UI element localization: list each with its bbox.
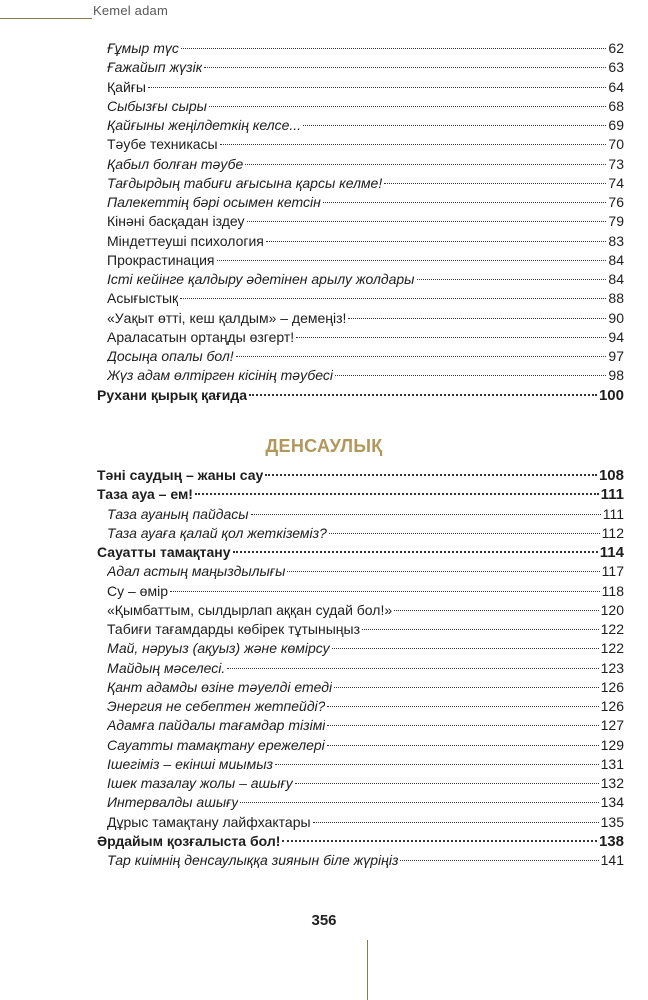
toc-entry (97, 639, 624, 658)
toc-entry-page: 111 (602, 505, 624, 522)
dot-leader (296, 337, 606, 338)
toc-entry-title: Сыбызғы сыры (107, 97, 207, 114)
toc-entry-page: 73 (608, 155, 624, 172)
dot-leader (217, 260, 607, 261)
dot-leader (170, 591, 600, 592)
dot-leader (334, 687, 599, 688)
toc-entry (97, 601, 624, 620)
toc-entry (97, 832, 624, 851)
toc-entry (97, 678, 624, 697)
toc-entry (97, 716, 624, 735)
toc-entry-page: 83 (608, 232, 624, 249)
toc-entry (97, 155, 624, 174)
toc-entry (97, 78, 624, 97)
toc-entry-title: Интервалды ашығу (107, 794, 239, 811)
dot-leader (394, 610, 599, 611)
toc-entry (97, 328, 624, 347)
toc-entry-title: Таза ауаға қалай қол жеткіземіз? (107, 524, 327, 541)
dot-leader (327, 745, 599, 746)
toc-entry-page: 84 (608, 251, 624, 268)
dot-leader (236, 356, 607, 357)
toc-entry (97, 524, 624, 543)
dot-leader (400, 860, 598, 861)
toc-entry (97, 736, 624, 755)
dot-leader (266, 241, 607, 242)
toc-entry-page: 69 (608, 117, 624, 133)
toc-entry-page: 135 (600, 813, 624, 830)
toc-entry (97, 582, 624, 601)
toc-entry-page: 64 (608, 78, 624, 95)
toc-entry (97, 97, 624, 116)
table-of-contents-top (97, 39, 624, 405)
toc-entry-page: 84 (608, 271, 624, 287)
toc-entry-page: 74 (608, 174, 624, 191)
toc-entry-title: Су – өмір (107, 582, 168, 599)
toc-entry-title: Майдың мәселесі. (107, 659, 226, 676)
toc-entry-page: 97 (608, 348, 624, 364)
dot-leader (148, 87, 606, 88)
dot-leader (245, 164, 606, 165)
dot-leader (265, 474, 597, 476)
toc-entry-title: Тәні саудың – жаны сау (97, 467, 264, 483)
toc-entry-page: 134 (600, 794, 624, 811)
toc-entry-page: 70 (608, 136, 624, 153)
toc-entry-title: Араласатын ортаңды өзгерт! (107, 328, 295, 345)
toc-entry-page: 100 (598, 386, 624, 404)
toc-entry (97, 270, 624, 289)
toc-entry-title: Қабыл болған тәубе (107, 155, 244, 172)
toc-entry (97, 135, 624, 154)
toc-entry-page: 120 (600, 601, 624, 618)
toc-entry-page: 126 (600, 698, 624, 714)
toc-entry-page: 88 (608, 290, 624, 307)
dot-leader (362, 629, 599, 630)
dot-leader (240, 802, 598, 803)
toc-entry-title: Ішек тазалау жолы – ашығу (107, 775, 293, 791)
toc-entry-page: 118 (601, 582, 624, 599)
toc-entry-title: Тар киімнің денсаулыққа зиянын біле жүріңіз (107, 852, 399, 868)
toc-entry-title: Досыңа опалы бол! (107, 348, 234, 364)
toc-entry-page: 131 (600, 755, 624, 772)
toc-entry-page: 117 (601, 563, 624, 580)
toc-entry (97, 251, 624, 270)
dot-leader (327, 725, 598, 726)
toc-entry (97, 774, 624, 793)
bottom-rule (367, 940, 368, 1000)
dot-leader (233, 551, 598, 553)
toc-entry (97, 620, 624, 639)
toc-entry-title: «Уақыт өтті, кеш қалдым» – демеңіз! (107, 309, 347, 326)
toc-entry (97, 347, 624, 366)
dot-leader (384, 183, 606, 184)
toc-entry-page: 111 (600, 486, 624, 504)
dot-leader (227, 668, 598, 669)
toc-entry-title: Май, нәруыз (ақуыз) және көмірсу (107, 640, 330, 657)
toc-entry (97, 212, 624, 231)
toc-entry (97, 232, 624, 251)
toc-entry-page: 122 (600, 640, 624, 657)
toc-entry-page: 63 (608, 59, 624, 76)
toc-entry-title: Әрдайым қозғалыста бол! (97, 832, 281, 849)
toc-entry-title: Таза ауа – ем! (97, 486, 193, 503)
toc-entry-title: Қайғы (107, 78, 146, 95)
toc-entry-title: Табиғи тағамдарды көбірек тұтыныңыз (107, 621, 360, 637)
toc-entry-page: 122 (600, 621, 624, 637)
dot-leader (220, 144, 607, 145)
toc-entry (97, 39, 624, 58)
toc-entry-title: Прокрастинация (107, 251, 215, 268)
dot-leader (335, 375, 606, 376)
toc-entry-page: 79 (608, 213, 624, 230)
toc-entry-page: 94 (608, 328, 624, 345)
dot-leader (204, 67, 606, 68)
toc-entry (97, 851, 624, 870)
page-number: 356 (311, 912, 337, 929)
toc-entry-title: Істі кейінге қалдыру әдетінен арылу жолдары (107, 271, 415, 287)
toc-entry-title: Адал астың маңыздылығы (107, 563, 286, 580)
toc-entry-page: 114 (599, 544, 624, 561)
dot-leader (180, 298, 606, 299)
toc-entry (97, 659, 624, 678)
toc-entry-title: Палекеттің бәрі осымен кетсін (107, 194, 321, 210)
toc-entry (97, 813, 624, 832)
toc-entry-title: Тәубе техникасы (107, 136, 218, 153)
dot-leader (249, 394, 597, 396)
toc-entry-page: 141 (600, 852, 624, 868)
toc-entry (97, 309, 624, 328)
dot-leader (181, 48, 607, 49)
section-heading: ДЕНСАУЛЫҚ (265, 436, 383, 456)
toc-entry (97, 505, 624, 524)
toc-entry-title: Ішегіміз – екінші миымыз (107, 755, 274, 772)
dot-leader (275, 764, 599, 765)
dot-leader (303, 125, 606, 126)
toc-entry-title: Адамға пайдалы тағамдар тізімі (107, 717, 326, 734)
table-of-contents-bottom (97, 466, 624, 870)
dot-leader (209, 106, 606, 107)
toc-entry-page: 132 (600, 775, 624, 791)
toc-entry (97, 485, 624, 504)
dot-leader (295, 783, 599, 784)
dot-leader (251, 514, 601, 515)
toc-entry-title: Қант адамды өзіне тәуелді етеді (107, 678, 333, 695)
toc-entry-title: Дұрыс тамақтану лайфхактары (107, 813, 311, 830)
toc-entry-page: 123 (600, 659, 624, 676)
toc-entry (97, 116, 624, 135)
toc-entry-title: Жүз адам өлтірген кісінің тәубесі (107, 367, 334, 384)
toc-entry-title: Таза ауаның пайдасы (107, 505, 249, 522)
toc-entry-page: 127 (600, 717, 624, 734)
toc-entry-page: 108 (598, 467, 624, 484)
toc-entry (97, 543, 624, 562)
dot-leader (329, 533, 600, 534)
toc-entry-page: 98 (608, 367, 624, 384)
toc-entry (97, 793, 624, 812)
dot-leader (287, 571, 599, 572)
toc-entry-page: 76 (608, 194, 624, 210)
toc-entry (97, 386, 624, 405)
toc-entry-title: Міндеттеуші психология (107, 232, 264, 249)
dot-leader (332, 648, 599, 649)
toc-entry-page: 129 (600, 736, 624, 753)
dot-leader (323, 202, 607, 203)
toc-entry (97, 289, 624, 308)
toc-entry-title: Асығыстық (107, 290, 179, 307)
toc-entry-page: 126 (600, 678, 624, 695)
toc-entry-title: Ғұмыр түс (107, 40, 179, 56)
toc-entry (97, 697, 624, 716)
dot-leader (417, 279, 607, 280)
toc-entry-title: Энергия не себептен жетпейді? (107, 698, 326, 714)
dot-leader (313, 822, 599, 823)
header-rule (0, 18, 92, 19)
toc-entry-title: Қайғыны жеңілдеткің келсе... (107, 117, 302, 133)
toc-entry-title: Тағдырдың табиғи ағысына қарсы келме! (107, 174, 383, 191)
toc-entry (97, 193, 624, 212)
dot-leader (282, 840, 597, 842)
toc-entry-title: «Қымбаттым, сылдырлап аққан судай бол!» (107, 601, 393, 618)
toc-entry-title: Кінәні басқадан іздеу (107, 213, 245, 230)
toc-entry-title: Рухани қырық қағида (97, 386, 248, 403)
toc-entry (97, 466, 624, 485)
toc-entry-title: Ғажайып жүзік (107, 59, 203, 76)
toc-entry (97, 174, 624, 193)
toc-entry-page: 62 (608, 40, 624, 56)
dot-leader (348, 318, 606, 319)
toc-entry (97, 366, 624, 385)
toc-entry-page: 138 (598, 832, 624, 850)
toc-entry (97, 58, 624, 77)
toc-entry-page: 112 (601, 524, 624, 541)
dot-leader (247, 221, 607, 222)
running-header: Kemel adam (93, 3, 168, 18)
toc-entry (97, 755, 624, 774)
dot-leader (327, 706, 598, 707)
toc-entry-page: 68 (608, 97, 624, 114)
toc-entry-title: Сауатты тамақтану (97, 544, 231, 560)
dot-leader (195, 493, 599, 495)
toc-entry (97, 562, 624, 581)
toc-entry-page: 90 (608, 309, 624, 326)
toc-entry-title: Сауатты тамақтану ережелері (107, 736, 325, 753)
